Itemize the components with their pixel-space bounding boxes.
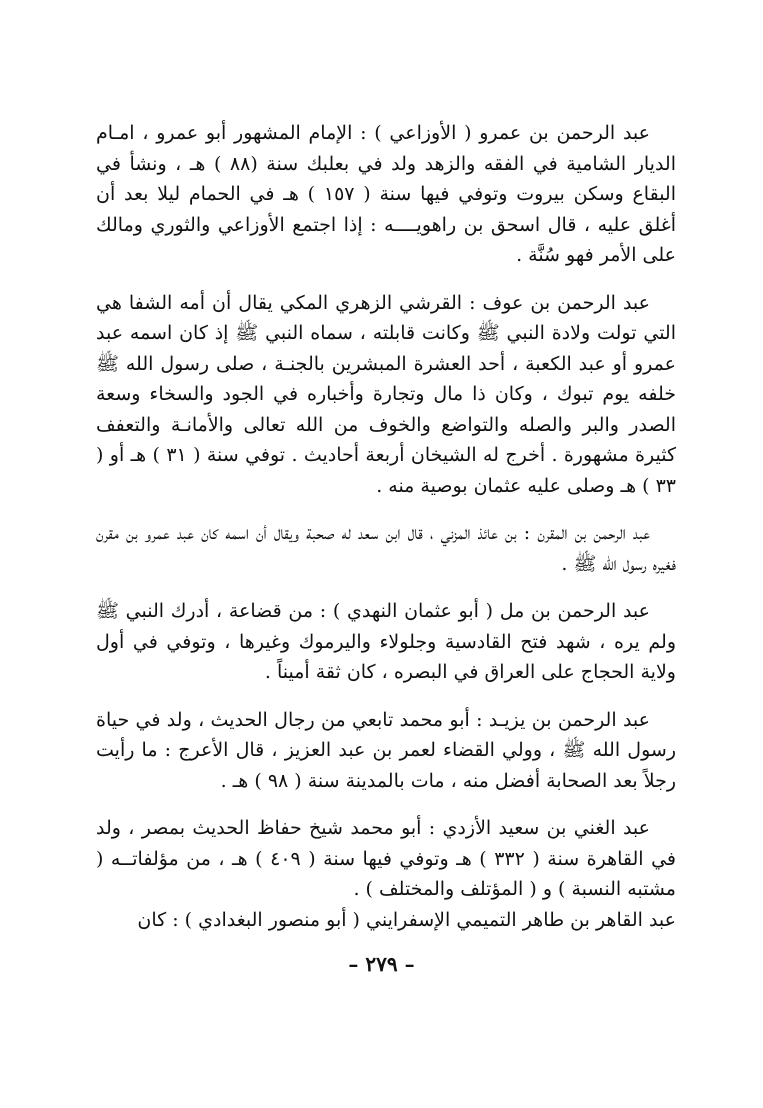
entry-abd-al-qahir: عبد القاهر بن طاهر التميمي الإسفرايني ( أبو منصور البغدادي ) : كان xyxy=(137,908,676,931)
entry-spacer xyxy=(96,271,676,288)
entry-spacer xyxy=(96,579,676,596)
entry-spacer xyxy=(96,501,676,518)
entry-abd-al-ghani: عبد الغني بن سعيد الأزدي : أبو محمد شيخ حفاظ الحديث بمصر ، ولد في القاهرة سنة ( ٣٣٢ ) هـ وتوفي فيها سنة ( ٤٠٩ ) هـ ، من مؤلفاتــه ( مشتبه النسبة ) و ( المؤتلف والمختلف ) . xyxy=(96,817,677,900)
entry-spacer xyxy=(96,688,676,705)
entry-abu-uthman-nahdi: عبد الرحمن بن مل ( أبو عثمان النهدي ) : من قضاعة ، أدرك النبي ﷺ ولم يره ، شهد فتح القادسية وجلولاء واليرموك وغيرها ، وتوفي في أول ولاية الحجاج على العراق في البصره ، كان ثقة أميناً . xyxy=(96,600,676,683)
biography-text xyxy=(96,118,676,935)
entry-ibn-muqrin: عبد الرحمن بن المقرن : بن عائذ المزني ، قال ابن سعد له صحبة ويقال أن اسمه كان عبد عمرو بن مقرن فغيره رسول الله ﷺ . xyxy=(96,522,676,575)
entry-awzai: عبد الرحمن بن عمرو ( الأوزاعي ) : الإمام المشهور أبو عمرو ، امـام الديار الشامية في الفقه والزهد ولد في بعلبك سنة (٨٨ ) هـ ، ونشأ في البقاع وسكن بيروت وتوفي فيها سنة ( ١٥٧ ) هـ في الحمام ليلا بعد أن أغلق عليه ، قال اسحق بن راهويــــه : إذا اجتمع الأوزاعي والثوري ومالك على الأمر فهو سُنَّة . xyxy=(96,122,676,266)
entry-ibn-awf: عبد الرحمن بن عوف : القرشي الزهري المكي يقال أن أمه الشفا هي التي تولت ولادة النبي ﷺ وكانت قابلته ، سماه النبي ﷺ إذ كان اسمه عبد عمرو أو عبد الكعبة ، أحد العشرة المبشرين بالجنـة ، صلى رسول الله ﷺ خلفه يوم تبوك ، وكان ذا مال وتجارة وأخباره في الجود والسخاء وسعة الصدر والبر والصله والتواضع والخوف من الله تعالى والأمانـة والتعفف كثيرة مشهورة . أخرج له الشيخان أربعة أحاديث . توفي سنة ( ٣١ ) هـ أو ( ٣٣ ) هـ وصلى عليه عثمان بوصية منه . xyxy=(96,291,676,497)
page-number: – ٢٧٩ – xyxy=(348,952,415,976)
entry-spacer xyxy=(96,796,676,813)
entry-ibn-yazid: عبد الرحمن بن يزيـد : أبو محمد تابعي من رجال الحديث ، ولد في حياة رسول الله ﷺ ، وولي القضاء لعمر بن عبد العزيز ، قال الأعرج : ما رأيت رجلاً بعد الصحابة أفضل منه ، مات بالمدينة سنة ( ٩٨ ) هـ . xyxy=(96,708,676,792)
